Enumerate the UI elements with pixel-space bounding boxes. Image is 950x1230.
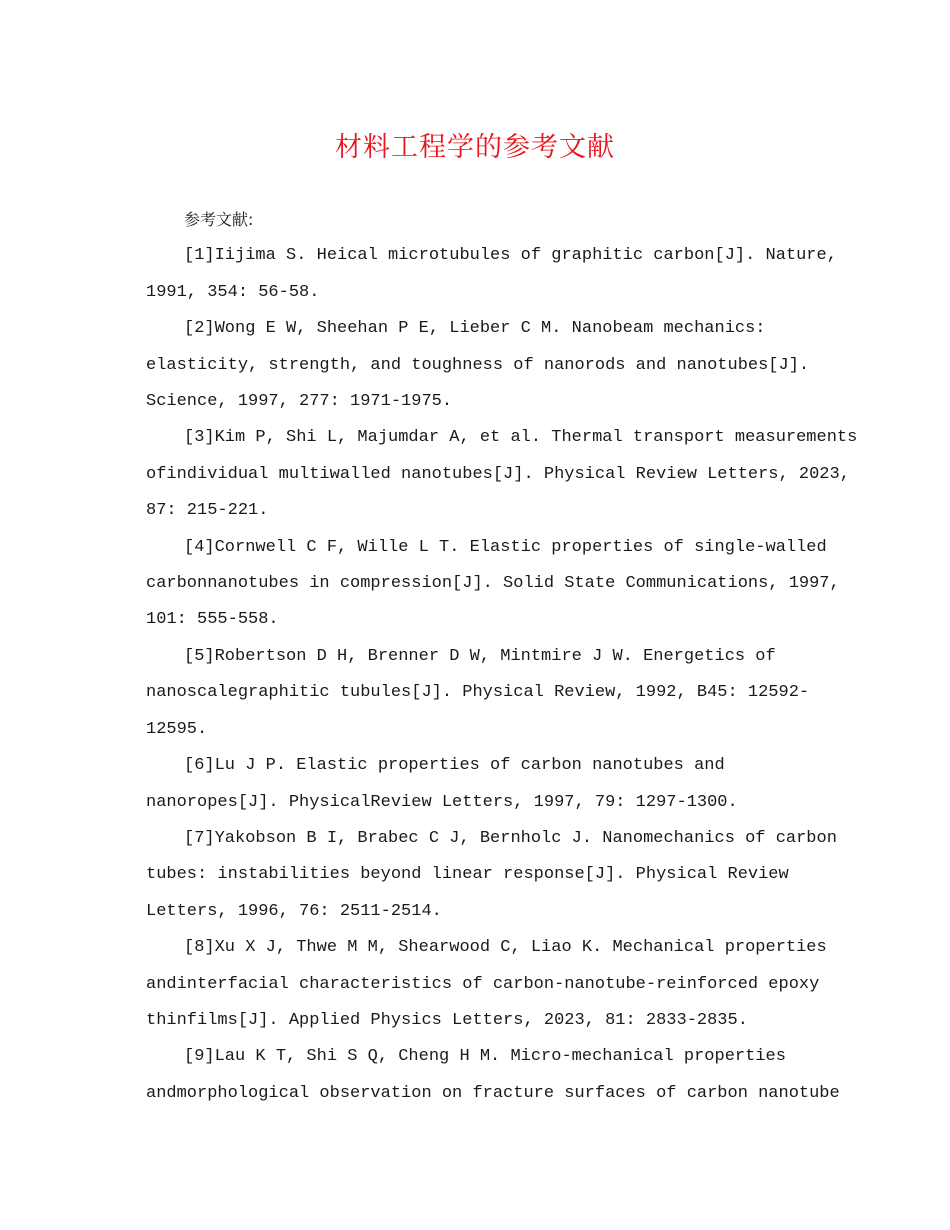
reference-item [146, 930, 827, 1039]
reference-item [146, 748, 806, 821]
reference-line: [1]Iijima S. Heical microtubules of graphitic carbon[J]. Nature, [184, 246, 837, 266]
reference-line: andmorphological observation on fracture surfaces of carbon nanotube [146, 1083, 840, 1103]
document-title: 材料工程学的参考文献 [335, 132, 615, 163]
reference-line: nanoropes[J]. PhysicalReview Letters, 1997, 79: 1297-1300. [146, 792, 738, 812]
reference-line: 1991, 354: 56-58. [146, 282, 320, 302]
reference-line: [2]Wong E W, Sheehan P E, Lieber C M. Nanobeam mechanics: [184, 319, 766, 339]
reference-item [146, 311, 810, 420]
reference-line: tubes: instabilities beyond linear response[J]. Physical Review [146, 865, 789, 885]
reference-item [146, 639, 810, 748]
reference-line: [3]Kim P, Shi L, Majumdar A, et al. Thermal transport measurements [184, 428, 858, 448]
references-heading: 参考文献: [184, 210, 254, 229]
reference-line: elasticity, strength, and toughness of nanorods and nanotubes[J]. [146, 355, 810, 375]
reference-item [146, 530, 840, 639]
reference-item [146, 1039, 840, 1112]
reference-line: [7]Yakobson B I, Brabec C J, Bernholc J. Nanomechanics of carbon [184, 828, 837, 848]
reference-item [146, 420, 858, 529]
reference-line: ofindividual multiwalled nanotubes[J]. Physical Review Letters, 2023, [146, 464, 850, 484]
reference-line: [9]Lau K T, Shi S Q, Cheng H M. Micro-mechanical properties [184, 1047, 786, 1067]
reference-line: 12595. [146, 719, 208, 739]
reference-line: [5]Robertson D H, Brenner D W, Mintmire J W. Energetics of [184, 646, 776, 666]
reference-line: thinfilms[J]. Applied Physics Letters, 2023, 81: 2833-2835. [146, 1010, 748, 1030]
reference-line: Science, 1997, 277: 1971-1975. [146, 392, 453, 412]
reference-line: Letters, 1996, 76: 2511-2514. [146, 901, 442, 921]
reference-line: [4]Cornwell C F, Wille L T. Elastic properties of single-walled [184, 537, 827, 557]
reference-line: 101: 555-558. [146, 610, 279, 630]
reference-line: [6]Lu J P. Elastic properties of carbon nanotubes and [184, 756, 725, 776]
reference-line: andinterfacial characteristics of carbon-nanotube-reinforced epoxy [146, 974, 820, 994]
reference-list [146, 202, 858, 1112]
reference-item [146, 238, 837, 311]
reference-item [146, 821, 837, 930]
reference-line: carbonnanotubes in compression[J]. Solid State Communications, 1997, [146, 574, 840, 594]
reference-line: 87: 215-221. [146, 501, 269, 521]
reference-line: nanoscalegraphitic tubules[J]. Physical Review, 1992, B45: 12592- [146, 683, 810, 703]
reference-line: [8]Xu X J, Thwe M M, Shearwood C, Liao K. Mechanical properties [184, 938, 827, 958]
